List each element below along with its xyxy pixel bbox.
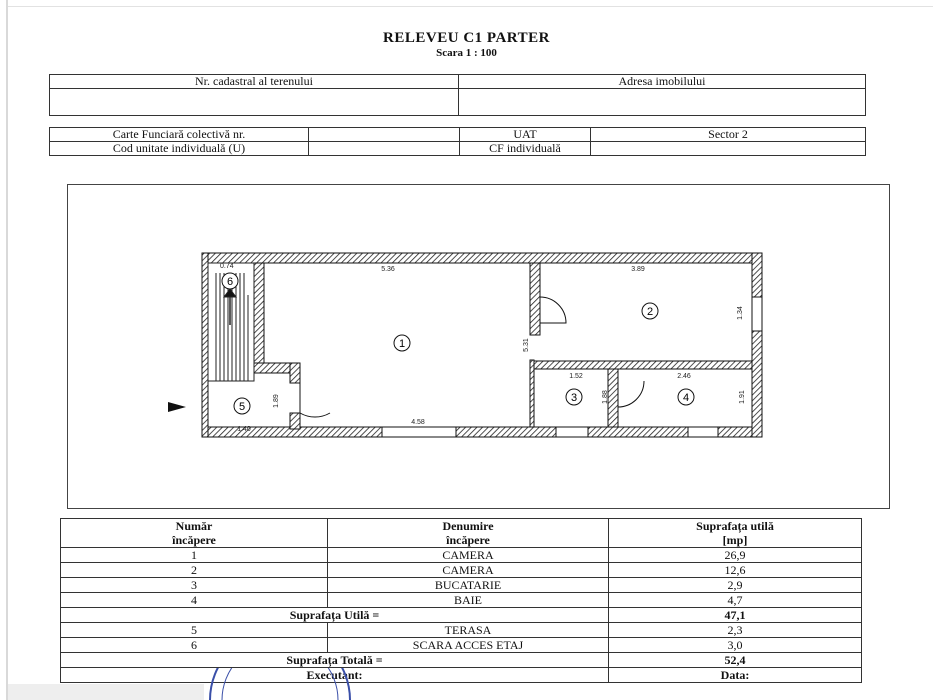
page-top-edge <box>8 6 933 7</box>
room-name: TERASA <box>328 623 609 638</box>
wall-right <box>752 253 762 437</box>
rooms-table-header <box>61 519 862 534</box>
wall-room1-room2-low <box>530 360 534 427</box>
room-marker-4 <box>678 389 694 405</box>
room-area: 2,3 <box>609 623 862 638</box>
page-left-edge <box>6 0 8 700</box>
room-marker-2 <box>642 303 658 319</box>
data-label: Data: <box>609 668 862 683</box>
room-marker-3 <box>566 389 582 405</box>
address-label: Adresa imobilului <box>459 75 866 89</box>
cod-unitate-label: Cod unitate individuală (U) <box>50 142 309 156</box>
totala-label: Suprafața Totală = <box>61 653 609 668</box>
door-room2 <box>540 297 566 323</box>
room-area: 26,9 <box>609 548 862 563</box>
signature-row <box>61 668 862 683</box>
room-name: SCARA ACCES ETAJ <box>328 638 609 653</box>
header-nr-line1: Număr <box>61 519 328 534</box>
table-row <box>61 593 862 608</box>
header-sup-line1: Suprafața utilă <box>609 519 862 534</box>
dim-152: 1.52 <box>569 373 583 380</box>
room-area: 2,9 <box>609 578 862 593</box>
executant-label: Executant: <box>61 668 609 683</box>
totala-value: 52,4 <box>609 653 862 668</box>
cadastral-address-table <box>49 74 866 116</box>
dim-134: 1.34 <box>737 306 744 320</box>
cf-individuala-value <box>591 142 866 156</box>
dim-246: 2.46 <box>677 373 691 380</box>
cf-colectiva-label: Carte Funciară colectivă nr. <box>50 128 309 142</box>
room-area: 12,6 <box>609 563 862 578</box>
table-row <box>61 548 862 563</box>
wall-room3-room4 <box>608 369 618 427</box>
dim-389: 3.89 <box>631 266 645 273</box>
utila-total-row <box>61 608 862 623</box>
room-nr: 2 <box>61 563 328 578</box>
header-sup-line2: [mp] <box>609 533 862 548</box>
room-nr: 5 <box>61 623 328 638</box>
bottom-overlay <box>8 684 204 700</box>
room-nr: 3 <box>61 578 328 593</box>
totala-total-row <box>61 653 862 668</box>
wall-stairs <box>254 263 264 365</box>
cadastral-label: Nr. cadastral al terenului <box>50 75 459 89</box>
window-bottom-2 <box>556 427 588 437</box>
header-den-line1: Denumire <box>328 519 609 534</box>
header-nr-line2: încăpere <box>61 533 328 548</box>
document-scale: Scara 1 : 100 <box>436 47 497 59</box>
room-nr: 4 <box>61 593 328 608</box>
door-entry <box>300 383 330 417</box>
dim-458: 4.58 <box>411 419 425 426</box>
cadastral-value <box>50 89 459 116</box>
wall-room1-room2 <box>530 263 540 335</box>
room-number-1: 1 <box>398 338 406 350</box>
wall-entry-post <box>290 363 300 383</box>
wall-entry-post-low <box>290 413 300 429</box>
table-row <box>61 623 862 638</box>
room-number-5: 5 <box>238 401 246 413</box>
room-area: 3,0 <box>609 638 862 653</box>
room-number-6: 6 <box>226 276 234 288</box>
room-name: BAIE <box>328 593 609 608</box>
dim-191: 1.91 <box>739 390 746 404</box>
table-row <box>61 638 862 653</box>
room-name: CAMERA <box>328 563 609 578</box>
table-row <box>61 563 862 578</box>
dim-074: 0.74 <box>220 263 234 270</box>
carte-funciara-table <box>49 127 866 156</box>
window-right <box>752 297 762 331</box>
table-row <box>61 578 862 593</box>
utila-label: Suprafața Utilă = <box>61 608 609 623</box>
utila-value: 47,1 <box>609 608 862 623</box>
room-nr: 1 <box>61 548 328 563</box>
floor-plan-drawing <box>68 185 891 510</box>
wall-bottom-mid <box>456 427 556 437</box>
room-name: BUCATARIE <box>328 578 609 593</box>
dim-140: 1.40 <box>237 426 251 433</box>
dim-189: 1.89 <box>273 394 280 408</box>
cod-unitate-value <box>309 142 460 156</box>
uat-value: Sector 2 <box>591 128 866 142</box>
uat-label: UAT <box>460 128 591 142</box>
entrance-arrow <box>168 402 186 412</box>
window-bottom-3 <box>688 427 718 437</box>
dim-531: 5.31 <box>523 338 530 352</box>
room-number-4: 4 <box>682 392 690 404</box>
room-number-3: 3 <box>570 392 578 404</box>
room-marker-1 <box>394 335 410 351</box>
cf-colectiva-value <box>309 128 460 142</box>
door-room4 <box>618 381 644 407</box>
room-number-2: 2 <box>646 306 654 318</box>
room-nr: 6 <box>61 638 328 653</box>
wall-top <box>202 253 762 263</box>
wall-left <box>202 253 208 437</box>
floor-plan-frame <box>67 184 890 509</box>
header-den-line2: încăpere <box>328 533 609 548</box>
stamp-graphic <box>200 668 360 700</box>
window-bottom-1 <box>382 427 456 437</box>
cf-individuala-label: CF individuală <box>460 142 591 156</box>
document-title: RELEVEU C1 PARTER <box>383 30 550 46</box>
rooms-area-table <box>60 518 862 683</box>
room-name: CAMERA <box>328 548 609 563</box>
room-marker-5 <box>234 398 250 414</box>
wall-under-room2 <box>534 361 752 369</box>
room-marker-6 <box>222 273 238 289</box>
room-area: 4,7 <box>609 593 862 608</box>
dim-188: 1.88 <box>602 390 609 404</box>
wall-bottom-right <box>588 427 688 437</box>
dim-536: 5.36 <box>381 266 395 273</box>
address-value <box>459 89 866 116</box>
